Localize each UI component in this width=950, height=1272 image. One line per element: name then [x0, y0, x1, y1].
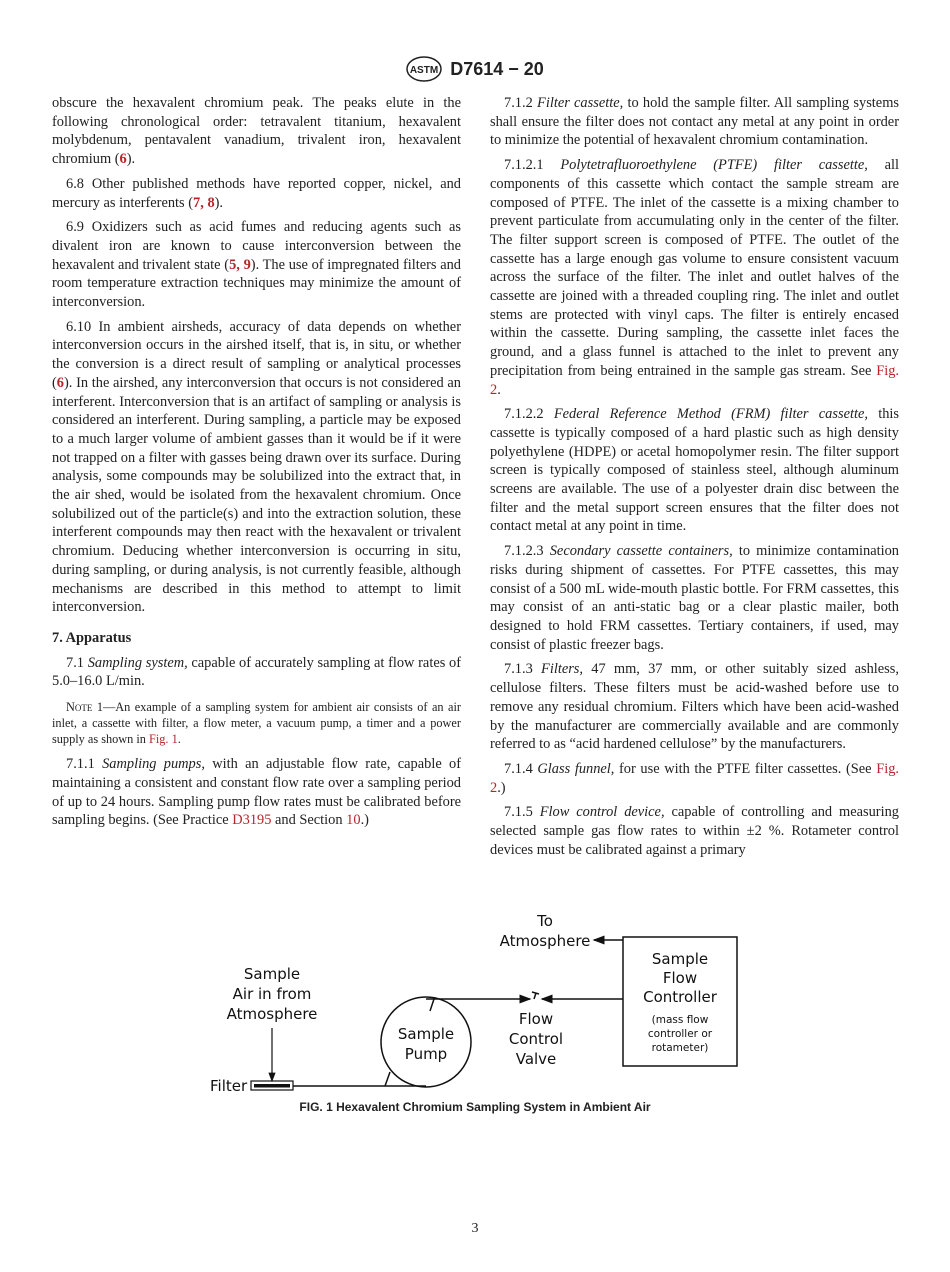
reference-link[interactable]: Fig. 2: [490, 760, 899, 796]
pump-label: Sample: [397, 1025, 455, 1043]
reference-link[interactable]: Fig. 2: [490, 362, 899, 398]
text-segment: 47 mm, 37 mm, or other suitably sized ashless, cellulose filters. These filters must be acid-washed before use to remove any residual chromium. Filters which have been acid-washed by the manufacturer are commercially available and are commonly referred to as “acid hardened cellulose” by the manufacturers.: [490, 661, 899, 753]
text-segment: 6.8 Other published methods have reported copper, nickel, and mercury as interferents (: [52, 175, 461, 211]
text-segment: Filters,: [541, 661, 584, 678]
controller-label: Controller: [643, 988, 717, 1006]
text-segment: 7.1.1: [66, 756, 103, 773]
note-paragraph: [52, 699, 461, 747]
paragraph: [52, 218, 461, 312]
text-segment: Note: [66, 700, 93, 715]
valve-label: Control: [508, 1030, 564, 1048]
text-segment: ).: [214, 194, 224, 211]
page-number: 3: [471, 1221, 479, 1236]
sample-air-label: Air in from: [232, 985, 312, 1003]
text-segment: Polytetrafluoroethylene (PTFE) filter cassette,: [560, 157, 868, 174]
filter-label: Filter: [210, 1077, 248, 1095]
text-segment: 7.1.2: [504, 95, 538, 111]
paragraph: [52, 755, 461, 830]
text-segment: Sampling pumps,: [102, 756, 205, 773]
left-column: [52, 94, 461, 836]
pump-label: Pump: [404, 1045, 448, 1063]
text-segment: Flow control device,: [539, 804, 665, 821]
text-segment: Federal Reference Method (FRM) filter cassette,: [553, 406, 868, 423]
sample-air-label: Sample: [243, 965, 301, 983]
text-segment: and Section: [271, 812, 347, 829]
astm-logo-icon: [406, 56, 442, 82]
reference-link[interactable]: D3195: [232, 812, 272, 829]
text-segment: Filter cassette,: [537, 95, 624, 111]
controller-label: Sample: [651, 950, 709, 968]
text-segment: Secondary cassette containers,: [549, 543, 733, 560]
to-atmosphere-label: Atmosphere: [499, 932, 591, 950]
controller-label: Flow: [662, 969, 698, 987]
text-segment: Sampling system,: [87, 654, 188, 671]
paragraph: [52, 654, 461, 691]
text-segment: capable of accurately sampling at flow rates of 5.0–16.0 L/min.: [52, 654, 461, 690]
text-segment: all components of this cassette which contact the sample stream are composed of PTFE. The inlet of the cassette is a mixing chamber to prevent particulate from accumulating only in the center of the filter. The filter support screen is composed of PTFE. The outlet of the cassette has a large enough gas volume to ensure consistent vacuum across the surface of the filter. The inlet and outlet halves of the cassette are joined with a threaded coupling ring. The inlet and outlet stems are protected with vinyl caps. The filter is entirely encased within the cassette. During sampling, the cassette inlet faces the ground, and a glass funnel is attached to the inlet to prevent any precipitation from being entrained in the sample gas stream. See: [490, 157, 900, 379]
text-segment: ).: [126, 151, 136, 168]
text-segment: 7.1.3: [504, 661, 542, 678]
figure-1-diagram: [190, 900, 770, 1100]
paragraph: [52, 318, 461, 617]
text-segment: for use with the PTFE filter cassettes. (See: [614, 760, 877, 777]
text-segment: with an adjustable flow rate, capable of maintaining a consistent and constant flow rate over a sampling period of up to 24 hours. Sampling pump flow rates must be calibrated before sampling begins. (See Practice: [52, 756, 461, 829]
valve-label: Valve: [515, 1050, 557, 1068]
reference-link[interactable]: 6: [119, 151, 127, 168]
reference-link[interactable]: 5, 9: [229, 256, 251, 273]
page-header: [0, 56, 950, 82]
text-segment: 7.1.5: [504, 804, 540, 821]
document-id: D7614 − 20: [450, 58, 544, 79]
text-segment: 1—An example of a sampling system for ambient air consists of an air inlet, a cassette with filter, a flow meter, a vacuum pump, a timer and a power supply as shown in: [52, 700, 461, 747]
to-atmosphere-label: To: [537, 912, 553, 930]
text-segment: obscure the hexavalent chromium peak. The peaks elute in the following chronological order: tetravalent titanium, hexavalent molybdenum, pentavalent vanadium, trivalent iron, hexavalent chromium (: [52, 95, 461, 168]
reference-link[interactable]: 6: [56, 374, 64, 391]
text-segment: 7.1.4: [504, 760, 538, 777]
valve-handle-icon: [532, 992, 539, 999]
text-segment: 7. Apparatus: [52, 629, 132, 646]
text-segment: 7.1.2.3: [504, 543, 550, 560]
paragraph: [490, 660, 899, 754]
text-segment: .): [360, 812, 369, 829]
text-segment: to minimize contamination risks during shipment of cassettes. For PTFE cassettes, this may consist of a 500 mL wide-mouth plastic bottle. For FRM cassettes, this may consist of an anti-static bag or a clear plastic mailer, both designed to hold FRM cassettes. Tertiary containers, if used, may consist of plastic freezer bags.: [490, 543, 900, 653]
paragraph: [490, 94, 899, 150]
sample-air-label: Atmosphere: [226, 1005, 318, 1023]
text-segment: ). In the airshed, any interconversion that occurs is not considered an interferent. Interconversion that is an artifact of sampling or analysis is considered an interferent. During sampling, a particle may be exposed to a much larger volume of ambient gasses than it would be if it were not trapped on a filter with gasses being drawn over its surface. During analysis, some compounds may be solubilized into the extract that, in the air shed, would be isolated from the hexavalent chromium. Once solubilized out of the particle(s) and into the extraction solution, these interferent compounds may then react with the hexavalent or trivalent chromium. Deducing whether interconversion is occurring in situ, during sampling, or during analysis, is not currently feasible, although mechanisms are described in this method to attempt to limit interconversion.: [52, 374, 461, 616]
text-segment: capable of controlling and measuring selected sample gas flow rates to within ±2 %. Rotameter control devices must be calibrated against a primary: [490, 804, 899, 858]
text-segment: 7.1.2.1: [504, 157, 561, 174]
section-heading: [52, 629, 461, 648]
paragraph: [490, 405, 899, 536]
controller-note: (mass flow: [651, 1014, 709, 1026]
paragraph: [52, 94, 461, 169]
text-segment: .: [177, 732, 181, 747]
controller-note: controller or: [647, 1028, 713, 1040]
text-segment: 7.1.2.2: [504, 406, 554, 423]
reference-link[interactable]: 10: [346, 812, 361, 829]
paragraph: [490, 542, 899, 654]
reference-link[interactable]: 7, 8: [193, 194, 215, 211]
text-segment: .: [497, 381, 501, 398]
controller-note: rotameter): [651, 1042, 709, 1054]
reference-link[interactable]: Fig. 1: [149, 732, 178, 747]
text-segment: this cassette is typically composed of a hard plastic such as high density polyethylene (HDPE) or acetal homopolymer resin. The filter support screen is typically composed of stainless steel, although aluminum screens are available. The use of a polyester drain disc between the filter and the metal support screen ensures that the filter does not contact metal at any point in time.: [490, 406, 900, 535]
paragraph: [490, 156, 899, 399]
paragraph: [490, 803, 899, 859]
text-segment: .): [497, 779, 506, 796]
paragraph: [490, 760, 899, 797]
valve-label: Flow: [518, 1010, 554, 1028]
text-segment: to hold the sample filter. All sampling systems shall ensure the filter does not contact any metal at any point in order to minimize the potential of hexavalent chromium contamination.: [490, 95, 899, 149]
text-segment: 6.9 Oxidizers such as acid fumes and reducing agents such as divalent iron are known to cause interconversion between the hexavalent and trivalent state (: [52, 219, 461, 273]
figure-caption: FIG. 1 Hexavalent Chromium Sampling System in Ambient Air: [299, 1100, 651, 1114]
paragraph: [52, 175, 461, 212]
svg-text:ASTM: ASTM: [410, 65, 439, 76]
right-column: [490, 94, 899, 865]
text-segment: ). The use of impregnated filters and room temperature extraction techniques may minimize the amount of interconversion.: [52, 256, 461, 311]
text-segment: Glass funnel,: [537, 760, 615, 777]
text-segment: 6.10 In ambient airsheds, accuracy of data depends on whether interconversion occurs in the airshed itself, that is, in situ, or whether the conversion is a direct result of sampling or analytical processes (: [52, 318, 461, 391]
text-segment: 7.1: [66, 654, 88, 671]
